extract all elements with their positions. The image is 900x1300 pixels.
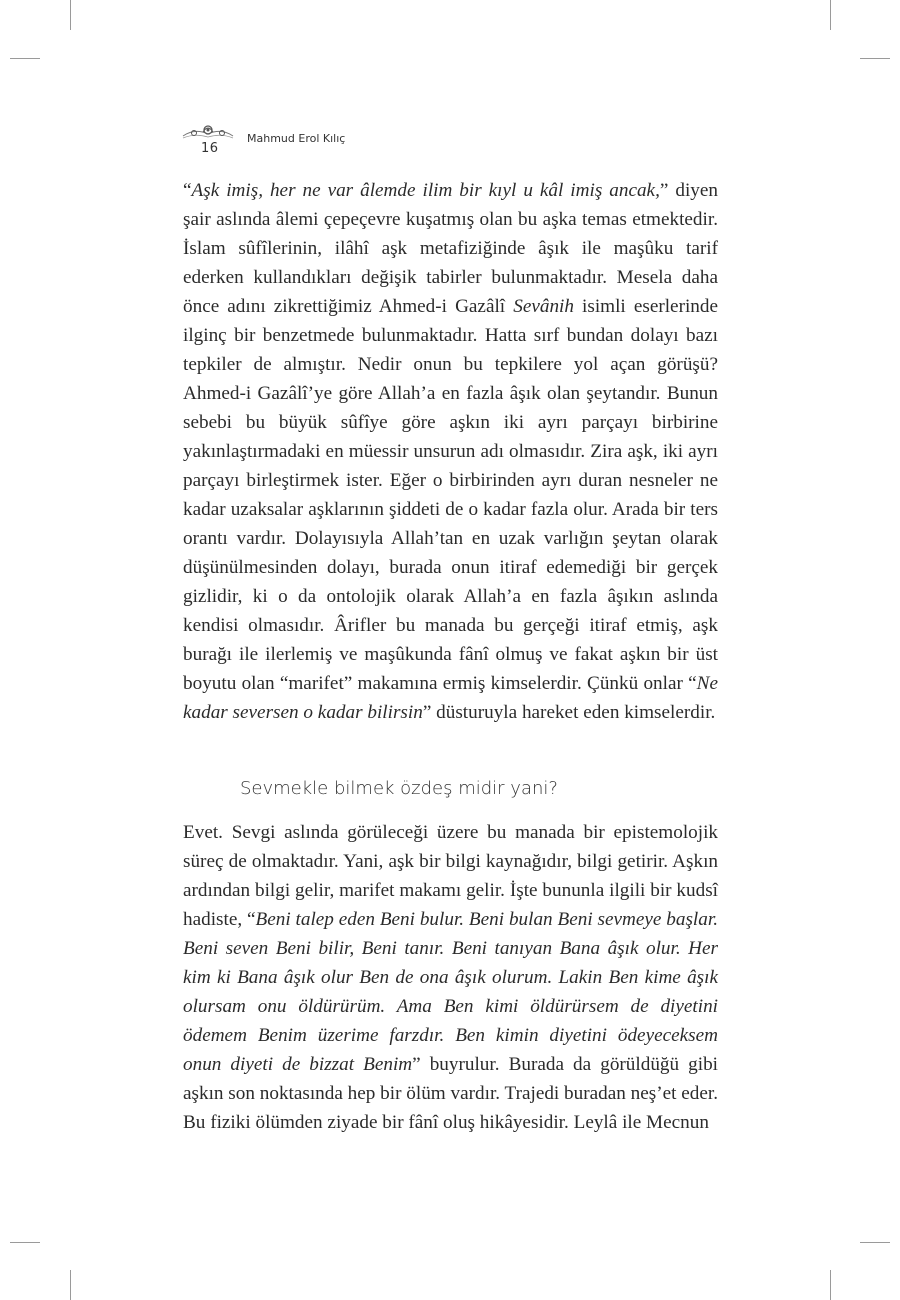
body-paragraph [183,176,718,727]
text-run: ” buyrulur. Burada da görüldüğü gibi aşkın son noktasında hep bir ölüm vardır. Trajedi buradan neş’et eder. Bu fiziki ölümden ziyade bir fânî oluş hikâyesidir. Leylâ ile Mecnun [183,1054,719,1133]
running-header [181,120,481,160]
book-title: Sevânih [513,296,574,317]
text-run: “ [183,180,192,201]
text-run: Evet. Sevgi aslında görüleceği üzere bu manada bir epistemolojik süreç de olmaktadır. Yani, aşk bir bilgi kaynağıdır, bilgi getirir. Aşkın ardından bilgi gelir, marifet makamı gelir. İşte bununla ilgili bir kudsî hadiste, “ [183,822,718,930]
poem-quote: Aşk imiş, her ne var âlemde ilim bir kıyl u kâl imiş ancak, [191,180,660,201]
body-paragraph [183,818,718,1137]
crop-mark [10,58,40,59]
hadith-quote: Beni talep eden Beni bulur. Beni bulan Beni sevmeye başlar. Beni seven Beni bilir, Beni tanır. Beni tanıyan Bana âşık olur. Her kim ki Bana âşık olur Ben de ona âşık olurum. Lakin Ben kime âşık olursam onu öldürürüm. Ama Ben kimi öldürürsem de diyetini ödemem Benim üzerime farzdır. Ben kimin diyetini ödeyeceksem onun diyeti de bizzat Benim [183,909,718,1075]
text-run: isimli eserlerinde ilginç bir benzetmede bulunmaktadır. Hatta sırf bundan dolayı bazı tepkiler de almıştır. Nedir onun bu tepkilere yol açan görüşü? Ahmed-i Gazâlî’ye göre Allah’a en fazla âşık olan şeytandır. Bunun sebebi bu büyük sûfîye göre aşkın iki ayrı parçayı birbirine yakınlaştırmadaki en müessir unsurun adı olmasıdır. Zira aşk, iki ayrı parçayı birleştirmek ister. Eğer o birbirinden ayrı duran nesneler ne kadar uzaksalar aşklarının şiddeti de o kadar fazla olur. Arada bir ters orantı vardır. Dolayısıyla Allah’tan en uzak varlığın şeytan olarak düşünülmesinden dolayı, burada onun itiraf edemediği bir gerçek gizlidir, ki o da ontolojik olarak Allah’a en fazla âşıkın aslında kendisi olmasıdır. Ârifler bu manada bu gerçeği itiraf etmiş, aşk burağı ile ilerlemiş ve maşûkunda fânî olmuş ve fakat aşkın bir üst boyutu olan “marifet” makamına ermiş kimselerdir. Çünkü onlar “ [183,296,718,694]
crop-mark [10,1242,40,1243]
running-head-author: Mahmud Erol Kılıç [247,132,346,145]
motto-quote: Ne kadar seversen o kadar bilirsin [183,673,718,723]
text-run: ” diyen şair aslında âlemi çepeçevre kuşatmış olan bu aşka temas etmektedir. İslam sûfîlerinin, ilâhî aşk metafiziğinde âşık ile maşûku tarif ederken kullandıkları değişik tabirler bulunmaktadır. Mesela daha önce adını zikrettiğimiz Ahmed-i Gazâlî [183,180,718,317]
text-run: ” düsturuyla hareket eden kimselerdir. [422,702,716,723]
crop-mark [70,1270,71,1300]
interview-question: Sevmekle bilmek özdeş midir yani? [240,778,558,799]
crop-mark [70,0,71,30]
crop-mark [830,1270,831,1300]
crop-mark [830,0,831,30]
crop-mark [860,1242,890,1243]
page-number: 16 [201,141,219,156]
crop-mark [860,58,890,59]
